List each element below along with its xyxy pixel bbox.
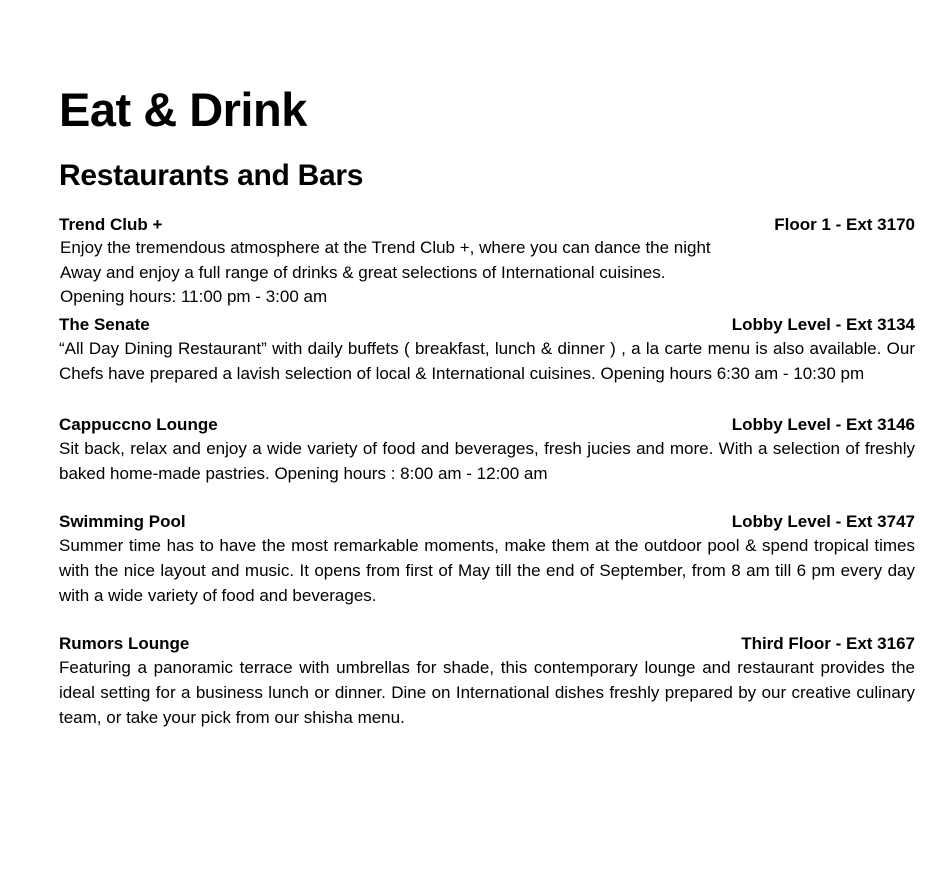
venue-entry	[59, 214, 915, 310]
venue-description-line: Enjoy the tremendous atmosphere at the Trend Club +, where you can dance the night	[60, 238, 711, 257]
document-page	[59, 82, 915, 730]
venue-entry	[59, 633, 915, 730]
venue-name: Rumors Lounge	[59, 633, 190, 653]
venue-header	[59, 414, 915, 436]
venue-description	[59, 236, 915, 310]
venue-header	[59, 633, 915, 655]
venue-location: Third Floor - Ext 3167	[741, 633, 915, 653]
venue-description: Sit back, relax and enjoy a wide variety of food and beverages, fresh jucies and more. With a selection of freshly baked home-made pastries. Opening hours : 8:00 am - 12:00 am	[59, 438, 915, 483]
venue-location: Lobby Level - Ext 3134	[731, 314, 915, 334]
venue-header	[59, 314, 915, 336]
venue-location: Lobby Level - Ext 3146	[731, 414, 915, 434]
venue-header	[59, 214, 915, 236]
venue-location: Floor 1 - Ext 3170	[774, 215, 915, 234]
venue-header	[59, 511, 915, 533]
venue-location: Lobby Level - Ext 3747	[731, 511, 915, 531]
venue-description: Summer time has to have the most remarkable moments, make them at the outdoor pool & spend tropical times with the nice layout and music. It opens from first of May till the end of September, from 8 am till 6 pm every day with a wide variety of food and beverages.	[59, 535, 915, 605]
venue-name: The Senate	[59, 314, 150, 334]
venue-description: Featuring a panoramic terrace with umbrellas for shade, this contemporary lounge and restaurant provides the ideal setting for a business lunch or dinner. Dine on International dishes freshly prepared by our creative culinary team, or take your pick from our shisha menu.	[59, 657, 915, 727]
venue-name: Trend Club +	[59, 215, 163, 234]
venue-name: Cappuccno Lounge	[59, 414, 218, 434]
venue-entry	[59, 511, 915, 608]
venue-description-line: Away and enjoy a full range of drinks & great selections of International cuisines.	[60, 262, 666, 282]
venue-entry	[59, 314, 915, 386]
venue-entry	[59, 414, 915, 486]
venue-description-line: Opening hours: 11:00 pm - 3:00 am	[60, 287, 328, 306]
venue-name: Swimming Pool	[59, 511, 186, 531]
venue-description: “All Day Dining Restaurant” with daily buffets ( breakfast, lunch & dinner ) , a la carte menu is also available. Our Chefs have prepared a lavish selection of local & International cuisines. Opening hours 6:30 am - 10:30 pm	[59, 338, 915, 383]
section-title: Restaurants and Bars	[59, 159, 364, 192]
page-title: Eat & Drink	[59, 83, 307, 136]
